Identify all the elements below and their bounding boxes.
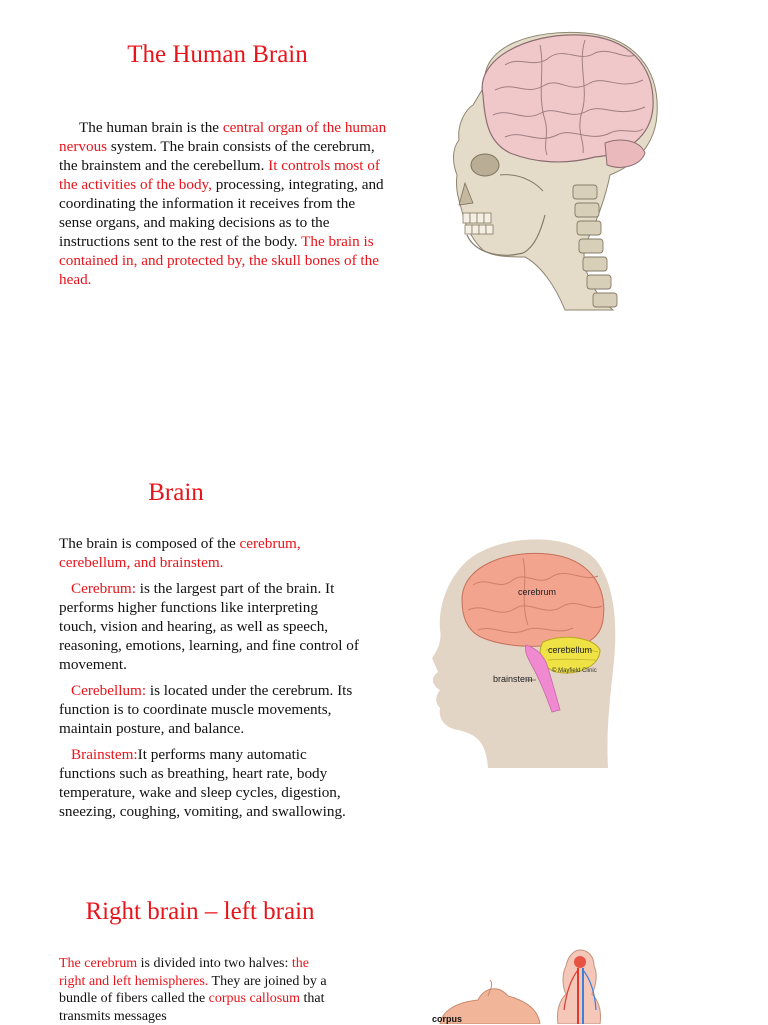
- highlighted-text: cerebrum, cerebellum, and brainstem.: [59, 535, 301, 571]
- brain-parts-diagram: [428, 530, 618, 770]
- brain-intro: [59, 534, 359, 572]
- cerebrum-shape: [462, 553, 604, 646]
- body-text: It performs many automatic functions such as breathing, heart rate, body temperature, wake and sleep cycles, digestion, sneezing, coughing, vomiting, and swallowing.: [59, 746, 346, 820]
- highlighted-text: The brain is contained in, and protected by, the skull bones of the head.: [59, 233, 379, 288]
- cerebellum-description: [59, 681, 359, 738]
- label-brainstem: brainstem: [493, 674, 533, 684]
- section-title-human-brain: The Human Brain: [127, 41, 308, 68]
- diagram-credit: © Mayfield Clinic: [552, 668, 597, 674]
- right-left-brain-text: [59, 955, 334, 1025]
- body-text: is located under the cerebrum. Its function is to coordinate muscle movements, maintain posture, and balance.: [59, 682, 353, 737]
- body-text: that transmits messages: [59, 991, 325, 1024]
- label-corpus: corpus: [432, 1014, 463, 1024]
- label-cerebrum: cerebrum: [518, 587, 557, 597]
- brain-parts-text: [59, 534, 359, 821]
- hemispheres-paragraph: [59, 955, 334, 1025]
- section-title-brain: Brain: [148, 479, 204, 506]
- highlighted-text: The cerebrum: [59, 956, 138, 971]
- highlighted-text: It controls most of the activities of the body,: [59, 157, 380, 193]
- human-brain-paragraph: [59, 118, 389, 289]
- highlighted-text: Cerebellum:: [71, 682, 147, 699]
- label-cerebellum: cerebellum: [548, 645, 593, 655]
- section-title-right-left-brain: Right brain – left brain: [85, 898, 315, 925]
- skull-brain-illustration: [445, 25, 675, 317]
- body-text: The brain is composed of the: [59, 535, 240, 552]
- body-text: system. The brain consists of the cerebrum, the brainstem and the cerebellum.: [59, 138, 375, 174]
- highlighted-text: Brainstem:: [71, 746, 138, 763]
- human-brain-text: [59, 118, 389, 289]
- body-text: They are joined by a bundle of fibers called the: [59, 973, 327, 1006]
- hemispheres-illustration: [428, 940, 628, 1024]
- body-text: processing, integrating, and coordinating the information it receives from the sense organs, and making decisions as to the instructions sent to the rest of the body.: [59, 176, 384, 250]
- cerebrum-description: [59, 579, 359, 674]
- brainstem-description: [59, 745, 359, 821]
- highlighted-text: Cerebrum:: [71, 580, 136, 597]
- highlighted-text: central organ of the human nervous: [59, 119, 387, 155]
- body-text: is the largest part of the brain. It performs higher functions like interpreting touch, vision and hearing, as well as speech, reasoning, emotions, learning, and fine control of movement.: [59, 580, 359, 673]
- highlighted-text: corpus callosum: [208, 991, 301, 1006]
- highlighted-text: the right and left hemispheres.: [59, 956, 309, 989]
- body-text: The human brain is the: [79, 119, 223, 136]
- body-text: is divided into two halves:: [137, 956, 292, 971]
